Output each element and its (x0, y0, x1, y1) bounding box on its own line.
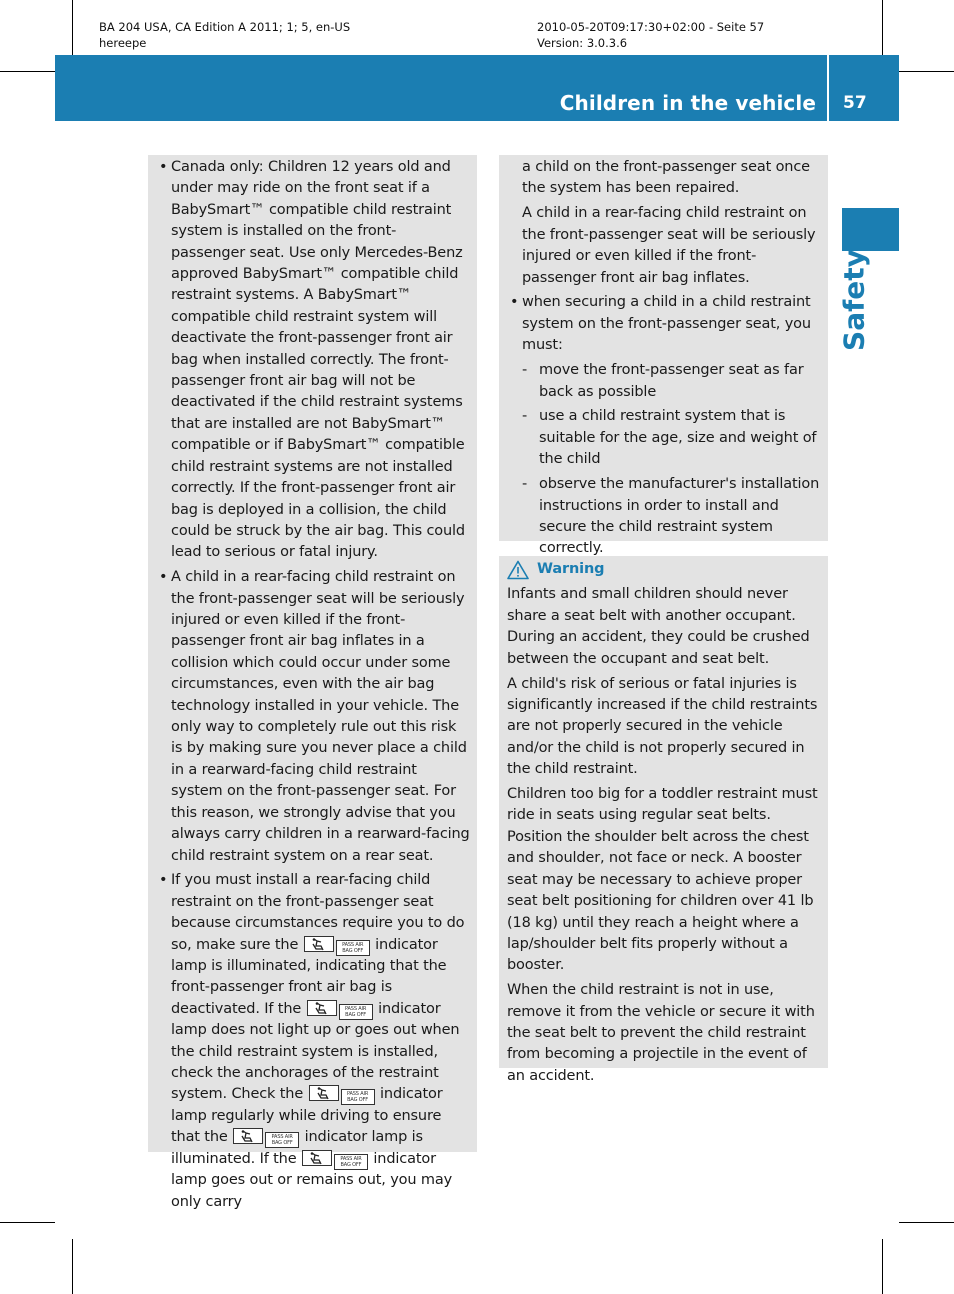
page-number: 57 (843, 93, 867, 113)
lamp-text-4: indicator lamp regularly while driving to ensure that the (171, 1086, 443, 1146)
lamp-text-3: indicator lamp does not light up or goes out when the child restraint system is installed, check the anchorages of the restraint system. Check the (171, 1000, 460, 1103)
child-seat-icon (309, 1085, 339, 1101)
warning-paragraph: When the child restraint is not in use, remove it from the vehicle or secure it with the seat belt to prevent the child restraint from becoming a projectile in the event of an accident. (507, 982, 815, 1084)
crop-mark (882, 1239, 883, 1294)
continued-paragraph: a child on the front-passenger seat once the system has been repaired. (522, 159, 810, 197)
crop-mark (72, 1239, 73, 1294)
pass-airbag-off-icon: PASS AIR BAG OFF (336, 940, 370, 956)
warning-paragraph: Children too big for a toddler restraint must ride in seats using regular seat belts. Position the shoulder belt across the chest and shoulder, not face or neck. A booster seat may be necessary to achieve proper seat belt positioning for children over 41 lb (18 kg) until they reach a height where a lap/shoulder belt fits properly without a booster. (507, 786, 818, 974)
step-suitable-restraint: - use a child restraint system that is suitable for the age, size and weight of the child (522, 406, 822, 470)
meta-edition: BA 204 USA, CA Edition A 2011; 1; 5, en-US (99, 20, 351, 34)
lamp-text-2: indicator lamp is illuminated, indicating that the front-passenger front air bag is deactivated. If the (171, 936, 447, 1017)
meta-author: hereepe (99, 36, 147, 50)
child-seat-icon (302, 1150, 332, 1166)
pass-airbag-off-icon: PASS AIR BAG OFF (265, 1132, 299, 1148)
meta-timestamp: 2010-05-20T09:17:30+02:00 - Seite 57 (537, 20, 765, 34)
print-meta-left (99, 19, 350, 51)
left-column-box (148, 155, 477, 1210)
bullet-securing-child: • when securing a child in a child restraint system on the front-passenger seat, you must: (510, 292, 822, 356)
header-divider (827, 55, 829, 121)
right-column-box (499, 155, 828, 557)
warning-title: Warning (537, 561, 605, 577)
warning-header (507, 559, 822, 580)
section-title: Children in the vehicle (559, 91, 816, 115)
meta-version: Version: 3.0.3.6 (537, 36, 628, 50)
crop-mark (0, 1222, 55, 1223)
chapter-label: Safety (837, 249, 871, 351)
chapter-tab (842, 208, 899, 251)
step-installation-instructions: - observe the manufacturer's installation instructions in order to install and secure the child restraint system correctly. (522, 474, 822, 560)
print-meta-right (537, 19, 764, 51)
child-seat-icon (233, 1128, 263, 1144)
lamp-text-1: If you must install a rear-facing child restraint on the front-passenger seat because circumstances require you to do so, make sure the (171, 872, 465, 953)
bullet-rear-facing: • A child in a rear-facing child restraint on the front-passenger seat will be seriously injured or even killed if the front-passenger front air bag inflates in a collision which could occur under some circumstances, even with the air bag technology installed in your vehicle. The only way to completely rule out this risk is by making sure you never place a child in a rearward-facing child restraint system on the front-passenger seat. For this reason, we strongly advise that you always carry children in a rearward-facing child restraint system on a rear seat. (159, 567, 470, 867)
lamp-text-6: indicator lamp goes out or remains out, you may only carry (171, 1150, 453, 1210)
section-header-bar (55, 55, 899, 121)
pass-airbag-off-icon: PASS AIR BAG OFF (334, 1154, 368, 1170)
bullet-indicator-lamp (159, 870, 470, 1213)
crop-mark (72, 0, 73, 55)
crop-mark (899, 1222, 954, 1223)
crop-mark (882, 0, 883, 55)
crop-mark (0, 71, 55, 72)
bullet-canada: • Canada only: Children 12 years old and under may ride on the front seat if a BabySmart™ compatible child restraint system is installed on the front-passenger seat. Use only Mercedes-Benz approved BabySmart™ compatible child restraint systems. A BabySmart™ compatible child restraint system will deactivate the front-passenger front air bag when installed correctly. The front-passenger front air bag will not be deactivated if the child restraint systems that are installed are not BabySmart™ compatible or if BabySmart™ compatible child restraint systems are not installed correctly. If the front-passenger front air bag is deployed in a collision, the child could be struck by the air bag. This could lead to serious or fatal injury. (159, 157, 470, 564)
crop-mark (899, 71, 954, 72)
warning-triangle-icon (507, 560, 529, 580)
child-seat-icon (307, 1000, 337, 1016)
warning-box (499, 556, 828, 1084)
rear-facing-paragraph: A child in a rear-facing child restraint on the front-passenger seat will be seriously injured or even killed if the front-passenger front air bag inflates. (522, 205, 816, 286)
lamp-text-5: indicator lamp is illuminated. If the (171, 1129, 423, 1167)
warning-paragraph: A child's risk of serious or fatal injuries is significantly increased if the child restraints are not properly secured in the vehicle and/or the child is not properly secured in the child restraint. (507, 675, 818, 778)
pass-airbag-off-icon: PASS AIR BAG OFF (341, 1089, 375, 1105)
step-move-seat: - move the front-passenger seat as far back as possible (522, 360, 822, 403)
pass-airbag-off-icon: PASS AIR BAG OFF (339, 1004, 373, 1020)
warning-paragraph: Infants and small children should never share a seat belt with another occupant. During an accident, they could be crushed between the occupant and seat belt. (507, 586, 810, 667)
child-seat-icon (304, 936, 334, 952)
